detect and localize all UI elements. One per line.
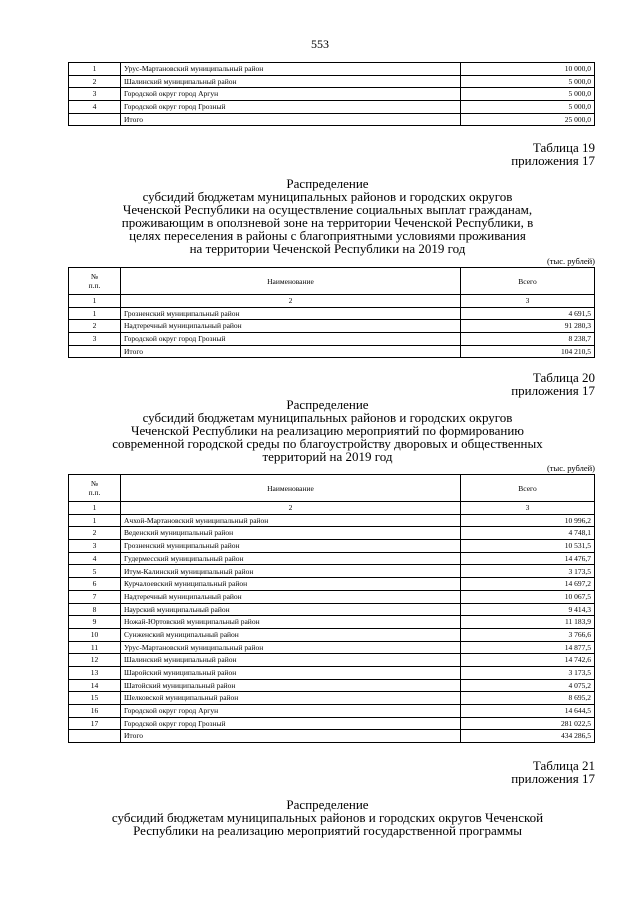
table-number: Таблица 21	[532, 758, 595, 773]
row-name: Городской округ город Грозный	[121, 333, 461, 346]
header-total-cell: Всего	[461, 475, 595, 502]
table-row	[69, 75, 595, 88]
table-number: Таблица 19	[532, 140, 595, 155]
row-name: Урус-Мартановский муниципальный район	[121, 63, 461, 76]
total-row	[69, 345, 595, 358]
table-number: Таблица 20	[532, 370, 595, 385]
row-value: 5 000,0	[461, 75, 595, 88]
total-blank-cell	[69, 730, 121, 743]
heading-line: проживающим в оползневой зоне на территории Чеченской Республики, в	[121, 215, 534, 230]
heading-line: Распределение	[286, 797, 369, 812]
row-value: 14 476,7	[461, 552, 595, 565]
row-value: 8 238,7	[461, 333, 595, 346]
row-value: 5 000,0	[461, 88, 595, 101]
header-name-cell: Наименование	[121, 475, 461, 502]
table-21-heading	[60, 798, 595, 837]
row-number: 2	[69, 527, 121, 540]
row-number: 15	[69, 692, 121, 705]
row-name: Надтеречный муниципальный район	[121, 590, 461, 603]
row-number: 9	[69, 616, 121, 629]
column-numbering-row	[69, 295, 595, 308]
heading-line: Чеченской Республики на осуществление социальных выплат гражданам,	[122, 202, 533, 217]
table-row	[69, 717, 595, 730]
appendix-ref: приложения 17	[511, 383, 595, 398]
table-row	[69, 641, 595, 654]
header-number-label: №	[90, 272, 99, 281]
total-value: 434 286,5	[461, 730, 595, 743]
row-number: 13	[69, 666, 121, 679]
table-20-caption	[511, 371, 595, 397]
row-value: 10 531,5	[461, 540, 595, 553]
table-row	[69, 616, 595, 629]
header-name-cell: Наименование	[121, 268, 461, 295]
heading-line: субсидий бюджетам муниципальных районов и городских округов	[142, 410, 513, 425]
row-value: 8 695,2	[461, 692, 595, 705]
row-name: Грозненский муниципальный район	[121, 307, 461, 320]
row-name: Городской округ город Грозный	[121, 101, 461, 114]
total-value: 25 000,0	[461, 113, 595, 126]
row-name: Шаройский муниципальный район	[121, 666, 461, 679]
heading-line: на территории Чеченской Республики на 2019 год	[189, 241, 466, 256]
row-value: 4 748,1	[461, 527, 595, 540]
table-20-heading	[60, 398, 595, 463]
table-row	[69, 320, 595, 333]
header-number-cell	[69, 268, 121, 295]
row-number: 1	[69, 63, 121, 76]
table-21-caption	[511, 759, 595, 785]
row-name: Итум-Калинский муниципальный район	[121, 565, 461, 578]
row-name: Гудермесский муниципальный район	[121, 552, 461, 565]
table-row	[69, 333, 595, 346]
row-name: Городской округ город Грозный	[121, 717, 461, 730]
table-row	[69, 578, 595, 591]
heading-line: территорий на 2019 год	[262, 449, 393, 464]
row-number: 3	[69, 88, 121, 101]
row-number: 2	[69, 75, 121, 88]
row-name: Шалинский муниципальный район	[121, 75, 461, 88]
row-value: 4 075,2	[461, 679, 595, 692]
table-row	[69, 654, 595, 667]
row-value: 4 691,5	[461, 307, 595, 320]
table-19-heading	[60, 177, 595, 255]
column-number-cell: 2	[121, 295, 461, 308]
row-value: 9 414,3	[461, 603, 595, 616]
table-20	[68, 474, 595, 743]
row-number: 5	[69, 565, 121, 578]
table-19-caption	[511, 141, 595, 167]
total-label: Итого	[121, 113, 461, 126]
row-number: 4	[69, 552, 121, 565]
row-value: 91 280,3	[461, 320, 595, 333]
row-number: 7	[69, 590, 121, 603]
table-header-row	[69, 268, 595, 295]
total-row	[69, 113, 595, 126]
row-name: Городской округ город Аргун	[121, 88, 461, 101]
table-row	[69, 527, 595, 540]
row-number: 3	[69, 333, 121, 346]
page-number: 553	[311, 37, 329, 51]
row-value: 3 173,5	[461, 565, 595, 578]
row-name: Сунженский муниципальный район	[121, 628, 461, 641]
table-row	[69, 666, 595, 679]
row-name: Курчалоевский муниципальный район	[121, 578, 461, 591]
row-value: 14 697,2	[461, 578, 595, 591]
row-name: Ножай-Юртовский муниципальный район	[121, 616, 461, 629]
row-value: 281 022,5	[461, 717, 595, 730]
table-row	[69, 603, 595, 616]
row-number: 16	[69, 705, 121, 718]
table-row	[69, 628, 595, 641]
appendix-ref: приложения 17	[511, 153, 595, 168]
table-row	[69, 692, 595, 705]
row-name: Веденский муниципальный район	[121, 527, 461, 540]
heading-line: Распределение	[286, 397, 369, 412]
row-value: 14 877,5	[461, 641, 595, 654]
table-row	[69, 679, 595, 692]
table-header-row	[69, 475, 595, 502]
row-name: Грозненский муниципальный район	[121, 540, 461, 553]
table-18-tail	[68, 62, 595, 126]
heading-line: Республики на реализацию мероприятий государственной программы	[133, 823, 522, 838]
row-number: 17	[69, 717, 121, 730]
table-row	[69, 705, 595, 718]
row-name: Ачхой-Мартановский муниципальный район	[121, 514, 461, 527]
row-value: 11 183,9	[461, 616, 595, 629]
column-number-cell: 3	[461, 295, 595, 308]
row-value: 14 644,5	[461, 705, 595, 718]
header-number-abbrev: п.п.	[88, 488, 101, 497]
row-value: 5 000,0	[461, 101, 595, 114]
table-row	[69, 307, 595, 320]
row-number: 2	[69, 320, 121, 333]
row-name: Шелковской муниципальный район	[121, 692, 461, 705]
header-total-cell: Всего	[461, 268, 595, 295]
row-number: 12	[69, 654, 121, 667]
table-row	[69, 540, 595, 553]
heading-line: Чеченской Республики на реализацию мероприятий по формированию	[131, 423, 524, 438]
table-row	[69, 552, 595, 565]
row-number: 3	[69, 540, 121, 553]
row-value: 14 742,6	[461, 654, 595, 667]
row-number: 1	[69, 307, 121, 320]
total-label: Итого	[121, 345, 461, 358]
column-number-cell: 1	[69, 295, 121, 308]
total-blank-cell	[69, 113, 121, 126]
column-number-cell: 3	[461, 502, 595, 515]
header-number-label: №	[90, 479, 99, 488]
row-value: 10 067,5	[461, 590, 595, 603]
row-number: 11	[69, 641, 121, 654]
heading-line: субсидий бюджетам муниципальных районов и городских округов Чеченской	[111, 810, 544, 825]
heading-line: целях переселения в районы с благоприятными условиями проживания	[129, 228, 526, 243]
row-name: Городской округ город Аргун	[121, 705, 461, 718]
row-number: 1	[69, 514, 121, 527]
row-number: 4	[69, 101, 121, 114]
row-number: 14	[69, 679, 121, 692]
heading-line: Распределение	[286, 176, 369, 191]
header-number-abbrev: п.п.	[88, 281, 101, 290]
table-row	[69, 101, 595, 114]
appendix-ref: приложения 17	[511, 771, 595, 786]
column-number-cell: 2	[121, 502, 461, 515]
total-value: 104 210,5	[461, 345, 595, 358]
total-blank-cell	[69, 345, 121, 358]
row-number: 8	[69, 603, 121, 616]
heading-line: субсидий бюджетам муниципальных районов и городских округов	[142, 189, 513, 204]
table-row	[69, 88, 595, 101]
heading-line: современной городской среды по благоустройству дворовых и общественных	[112, 436, 543, 451]
row-name: Урус-Мартановский муниципальный район	[121, 641, 461, 654]
table-row	[69, 514, 595, 527]
row-name: Шалинский муниципальный район	[121, 654, 461, 667]
header-number-cell	[69, 475, 121, 502]
row-value: 10 996,2	[461, 514, 595, 527]
table-row	[69, 63, 595, 76]
total-row	[69, 730, 595, 743]
row-number: 10	[69, 628, 121, 641]
table-row	[69, 565, 595, 578]
units-label: (тыс. рублей)	[546, 256, 595, 266]
row-value: 10 000,0	[461, 63, 595, 76]
row-name: Надтеречный муниципальный район	[121, 320, 461, 333]
column-number-cell: 1	[69, 502, 121, 515]
row-name: Наурский муниципальный район	[121, 603, 461, 616]
row-name: Шатойский муниципальный район	[121, 679, 461, 692]
total-label: Итого	[121, 730, 461, 743]
units-label: (тыс. рублей)	[546, 463, 595, 473]
column-numbering-row	[69, 502, 595, 515]
row-number: 6	[69, 578, 121, 591]
table-row	[69, 590, 595, 603]
table-19	[68, 267, 595, 358]
row-value: 3 766,6	[461, 628, 595, 641]
row-value: 3 173,5	[461, 666, 595, 679]
